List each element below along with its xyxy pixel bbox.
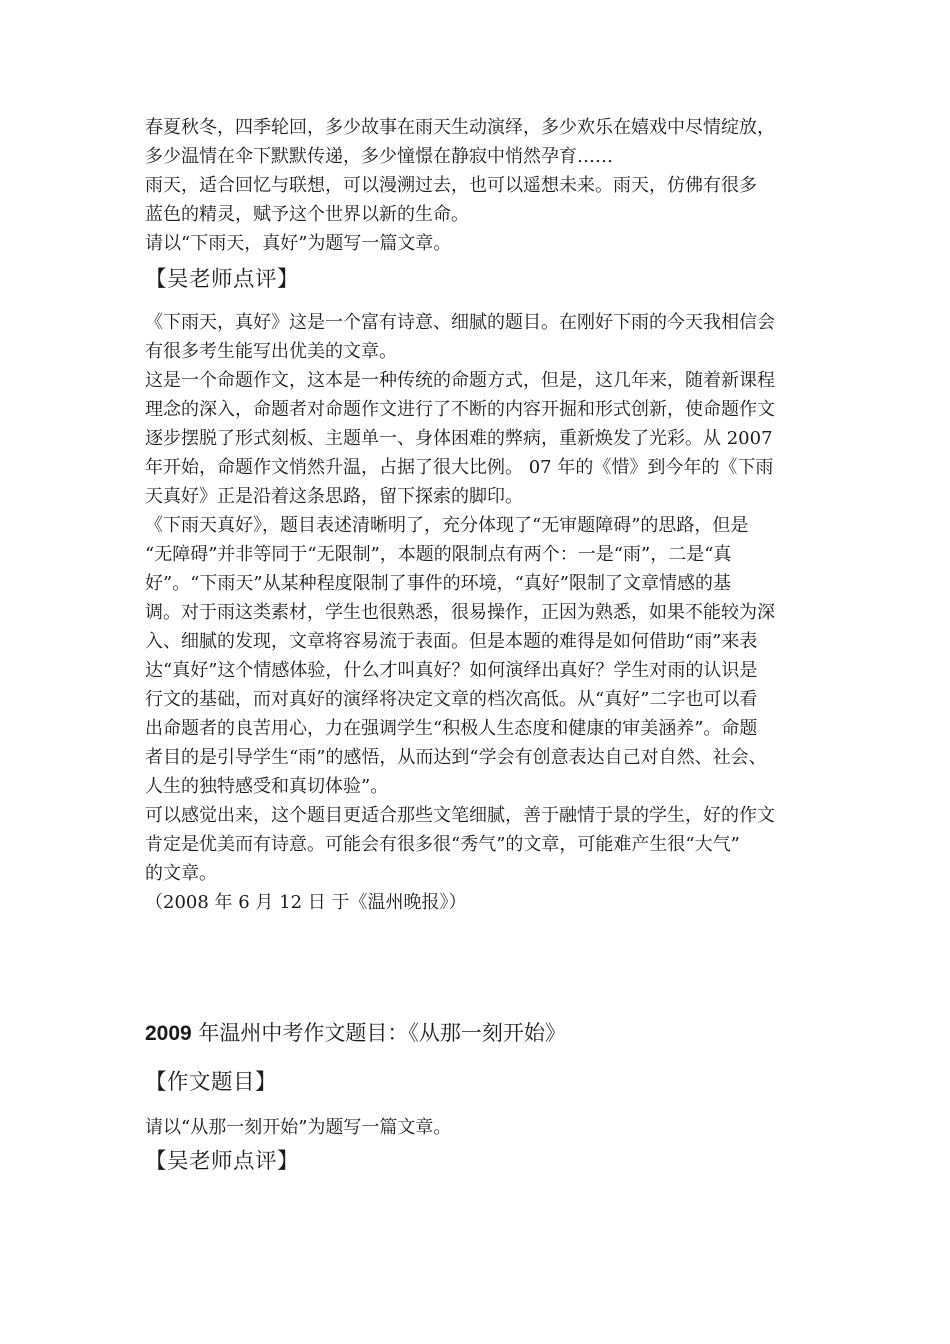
text-line: 人生的独特感受和真切体验”。 [145,776,389,797]
document-page [145,113,810,1182]
topic-line: 请以“从那一刻开始”为题写一篇文章。 [145,1117,452,1138]
text-line: 这是一个命题作文，这本是一种传统的命题方式，但是，这几年来，随着新课程 [145,370,775,391]
text-line: “无障碍”并非等同于“无限制”，本题的限制点有两个：一是“雨”，二是“真 [145,544,732,565]
text-line: 好”。“下雨天”从某种程度限制了事件的环境，“真好”限制了文章情感的基 [145,573,732,594]
text-line: 请以“下雨天，真好”为题写一篇文章。 [145,233,452,254]
text-line: 达“真好”这个情感体验，什么才叫真好？如何演绎出真好？学生对雨的认识是 [145,660,758,681]
text-line: 《下雨天真好》，题目表述清晰明了，充分体现了“无审题障碍”的思路，但是 [145,515,749,536]
text-line: 天真好》正是沿着这条思路，留下探索的脚印。 [145,486,523,507]
text-line: 雨天，适合回忆与联想，可以漫溯过去，也可以遥想未来。雨天，仿佛有很多 [145,175,757,196]
text-line: 的文章。 [145,863,217,884]
text-line: 出命题者的良苦用心，力在强调学生“积极人生态度和健康的审美涵养”。命题 [145,718,758,739]
text-line: 可以感觉出来，这个题目更适合那些文笔细腻，善于融情于景的学生，好的作文 [145,805,775,826]
text-line: 蓝色的精灵，赋予这个世界以新的生命。 [145,204,469,225]
date-source-line: （2008 年 6 月 12 日 于《温州晚报》） [145,892,467,913]
text-line: 多少温情在伞下默默传递，多少憧憬在静寂中悄然孕育…… [145,146,613,167]
section-spacer [145,917,810,1013]
text-line: 春夏秋冬，四季轮回，多少故事在雨天生动演绎，多少欢乐在嬉戏中尽情绽放， [145,117,775,138]
text-line: 者目的是引导学生“雨”的感悟，从而达到“学会有创意表达自己对自然、社会、 [145,747,767,768]
review-body [145,308,810,917]
text-line: 调。对于雨这类素材，学生也很熟悉，很易操作，正因为熟悉，如果不能较为深 [145,602,775,623]
text-line: 理念的深入，命题者对命题作文进行了不断的内容开掘和形式创新，使命题作文 [145,399,775,420]
text-line: 肯定是优美而有诗意。可能会有很多很“秀气”的文章，可能难产生很“大气” [145,834,740,855]
review-heading-2009: 【吴老师点评】 [145,1149,300,1174]
text-line: 行文的基础，而对真好的演绎将决定文章的档次高低。从“真好”二字也可以看 [145,689,758,710]
text-line: 有很多考生能写出优美的文章。 [145,341,397,362]
topic-heading: 【作文题目】 [145,1070,278,1095]
section-title-2009 [145,1013,810,1053]
text-line: 年开始，命题作文悄然升温，占据了很大比例。 07 年的《惜》到今年的《下雨 [145,457,774,478]
text-line: 《下雨天，真好》这是一个富有诗意、细腻的题目。在刚好下雨的今天我相信会 [145,312,775,333]
text-line: 入、细腻的发现，文章将容易流于表面。但是本题的难得是如何借助“雨”来表 [145,631,758,652]
text-line: 逐步摆脱了形式刻板、主题单一、身体困难的弊病，重新焕发了光彩。从 2007 [145,428,773,449]
review-heading: 【吴老师点评】 [145,267,300,292]
title-text: 年温州中考作文题目：《从那一刻开始》 [191,1021,566,1045]
intro-paragraph [145,113,810,258]
title-year: 2009 [145,1022,192,1045]
